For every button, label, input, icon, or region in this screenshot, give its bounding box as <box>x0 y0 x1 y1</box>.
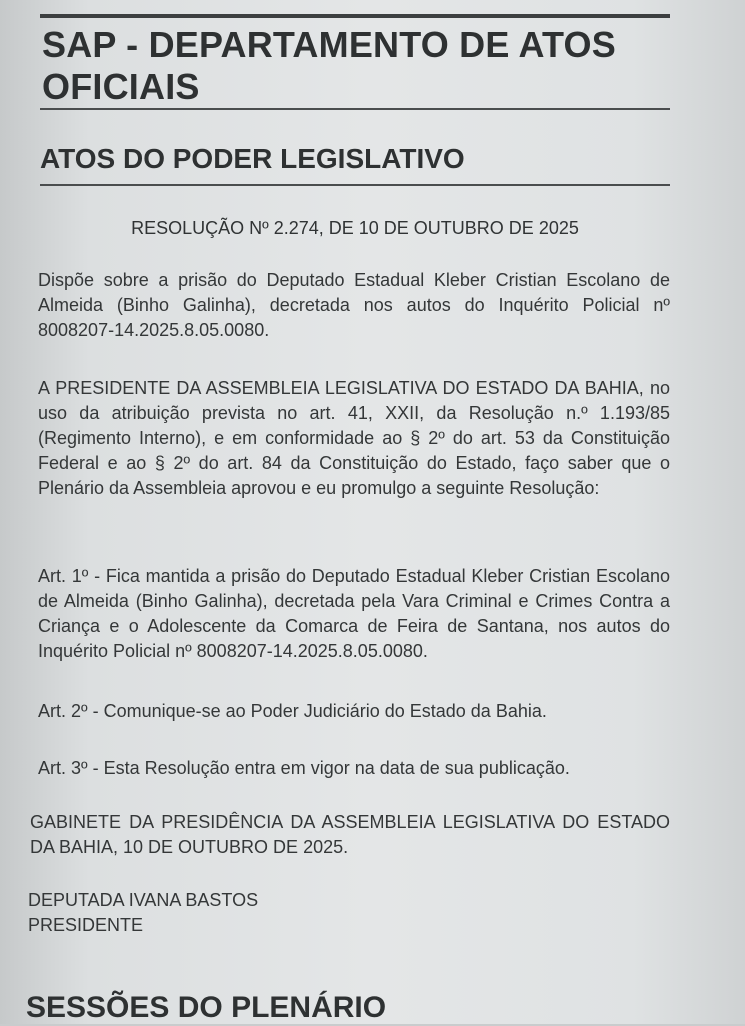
department-heading: SAP - DEPARTAMENTO DE ATOS OFICIAIS <box>42 24 616 107</box>
signer-role: PRESIDENTE <box>28 915 144 935</box>
signature-block <box>28 888 668 938</box>
article-3: Art. 3º - Esta Resolução entra em vigor na data de sua publicação. <box>38 758 570 778</box>
section-divider <box>40 184 670 186</box>
gabinete-closing: GABINETE DA PRESIDÊNCIA DA ASSEMBLEIA LEGISLATIVA DO ESTADO DA BAHIA, 10 DE OUTUBRO DE 2025. <box>30 812 670 857</box>
resolution-title: RESOLUÇÃO Nº 2.274, DE 10 DE OUTUBRO DE 2025 <box>131 218 579 238</box>
article-1: Art. 1º - Fica mantida a prisão do Deputado Estadual Kleber Cristian Escolano de Almeida (Binho Galinha), decretada pela Vara Criminal e Crimes Contra a Criança e o Adolescente da Comarca de Feira de Santana, nos autos do Inquérito Policial nº 8008207-14.2025.8.05.0080. <box>38 566 670 661</box>
article-2: Art. 2º - Comunique-se ao Poder Judiciário do Estado da Bahia. <box>38 701 547 721</box>
top-divider <box>40 14 670 18</box>
section-heading: ATOS DO PODER LEGISLATIVO <box>40 143 465 174</box>
department-divider <box>40 108 670 110</box>
resolution-preamble: A PRESIDENTE DA ASSEMBLEIA LEGISLATIVA DO ESTADO DA BAHIA, no uso da atribuição prevista no art. 41, XXII, da Resolução n.º 1.193/85 (Regimento Interno), e em conformidade ao § 2º do art. 53 da Constituição Federal e ao § 2º do art. 84 da Constituição do Estado, faço saber que o Plenário da Assembleia aprovou e eu promulgo a seguinte Resolução: <box>38 378 670 498</box>
next-section-heading: SESSÕES DO PLENÁRIO <box>26 991 387 1024</box>
resolution-summary: Dispõe sobre a prisão do Deputado Estadual Kleber Cristian Escolano de Almeida (Binho Galinha), decretada nos autos do Inquérito Policial nº 8008207-14.2025.8.05.0080. <box>38 270 670 340</box>
signer-name: DEPUTADA IVANA BASTOS <box>28 890 259 910</box>
